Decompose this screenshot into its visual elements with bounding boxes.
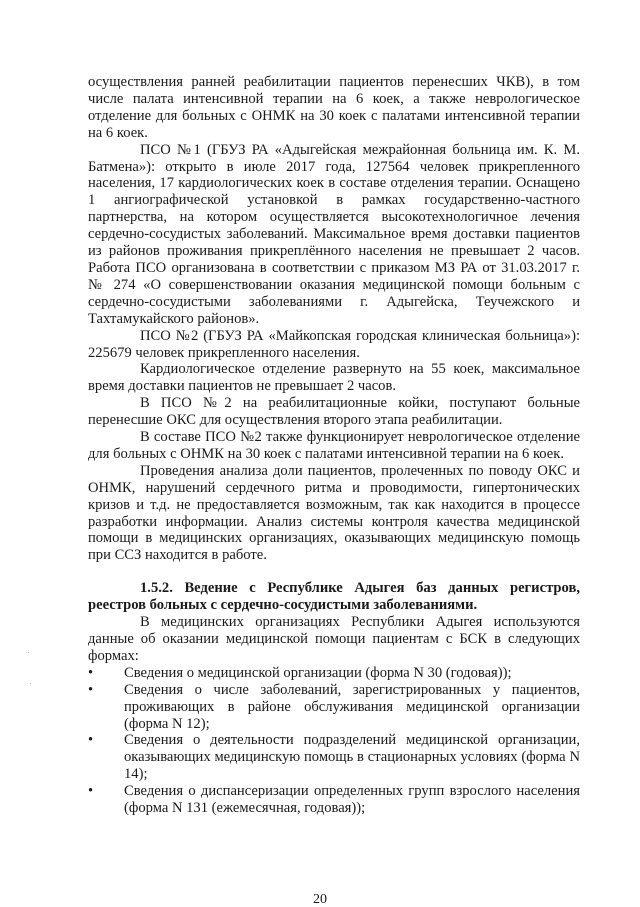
page-number: 20 bbox=[313, 892, 327, 907]
scan-speck bbox=[30, 683, 31, 684]
paragraph-neurology: В составе ПСО №2 также функционирует неврологическое отделение для больных с ОНМК на 30 коек с палатами интенсивной терапии на 6 коек. bbox=[88, 429, 580, 462]
list-item-text: Сведения о деятельности подразделений медицинской организации, оказывающих медицинскую помощь в стационарных условиях (форма N 14); bbox=[124, 732, 580, 783]
document-page bbox=[88, 74, 580, 817]
list-item bbox=[88, 783, 580, 817]
paragraph-rehabilitation: В ПСО №2 на реабилитационные койки, поступают больные перенесшие ОКС для осуществления второго этапа реабилитации. bbox=[88, 395, 580, 429]
paragraph-pso-2: ПСО №2 (ГБУЗ РА «Майкопская городская клиническая больница»): 225679 человек прикрепленного населения. bbox=[88, 327, 580, 361]
paragraph-intro: В медицинских организациях Республики Адыгея используются данные об оказании медицинской помощи пациентам с БСК в следующих формах: bbox=[88, 614, 580, 664]
bullet-icon: • bbox=[88, 783, 94, 800]
list-item bbox=[88, 732, 580, 783]
paragraph-pso-1: ПСО №1 (ГБУЗ РА «Адыгейская межрайонная больница им. К. М. Батмена»): открыто в июле 2017 года, 127564 человек прикрепленного населения, 17 кардиологических коек в составе отделения терапии. Оснащено 1 ангиографической установкой в рамках государственно-частного партнерства, на котором осуществляется высокотехнологичное лечения сердечно-сосудистых заболеваний. Максимальное время доставки пациентов из районов проживания прикреплённого населения не превышает 2 часов. Работа ПСО организована в соответствии с приказом МЗ РА от 31.03.2017 г. № 274 «О совершенствовании оказания медицинской помощи больным с сердечно-сосудистыми заболеваниями г. Адыгейска, Теучежского и Тахтамукайского районов». bbox=[88, 141, 580, 327]
section-title: 1.5.2. Ведение с Республике Адыгея баз данных регистров, реестров больных с сердечно-сосудистыми заболеваниями. bbox=[88, 580, 580, 614]
bullet-icon: • bbox=[88, 664, 94, 681]
list-item-text: Сведения о числе заболеваний, зарегистрированных у пациентов, проживающих в районе обслуживания медицинской организации (форма N 12); bbox=[124, 681, 580, 732]
paragraph-continuation: осуществления ранней реабилитации пациентов перенесших ЧКВ), в том числе палата интенсивной терапии на 6 коек, а также неврологическое отделение для больных с ОНМК на 30 коек с палатами интенсивной терапии на 6 коек. bbox=[88, 74, 580, 141]
paragraph-cardiology: Кардиологическое отделение развернуто на 55 коек, максимальное время доставки пациентов не превышает 2 часов. bbox=[88, 361, 580, 395]
list-item-text: Сведения о диспансеризации определенных групп взрослого населения (форма N 131 (ежемесячная, годовая)); bbox=[124, 783, 580, 817]
scan-speck bbox=[28, 652, 29, 653]
bullet-icon: • bbox=[88, 681, 94, 698]
paragraph-analysis: Проведения анализа доли пациентов, пролеченных по поводу ОКС и ОНМК, нарушений сердечного ритма и проводимости, гипертонических кризов и т.д. не предоставляется возможным, так как находится в процессе разработки информации. Анализ системы контроля качества медицинской помощи в медицинских организациях, оказывающих медицинскую помощь при ССЗ находится в работе. bbox=[88, 462, 580, 564]
list-item-text: Сведения о медицинской организации (форма N 30 (годовая)); bbox=[124, 664, 512, 681]
list-item bbox=[88, 665, 580, 682]
forms-list bbox=[88, 665, 580, 817]
list-item bbox=[88, 682, 580, 733]
bullet-icon: • bbox=[88, 732, 94, 749]
